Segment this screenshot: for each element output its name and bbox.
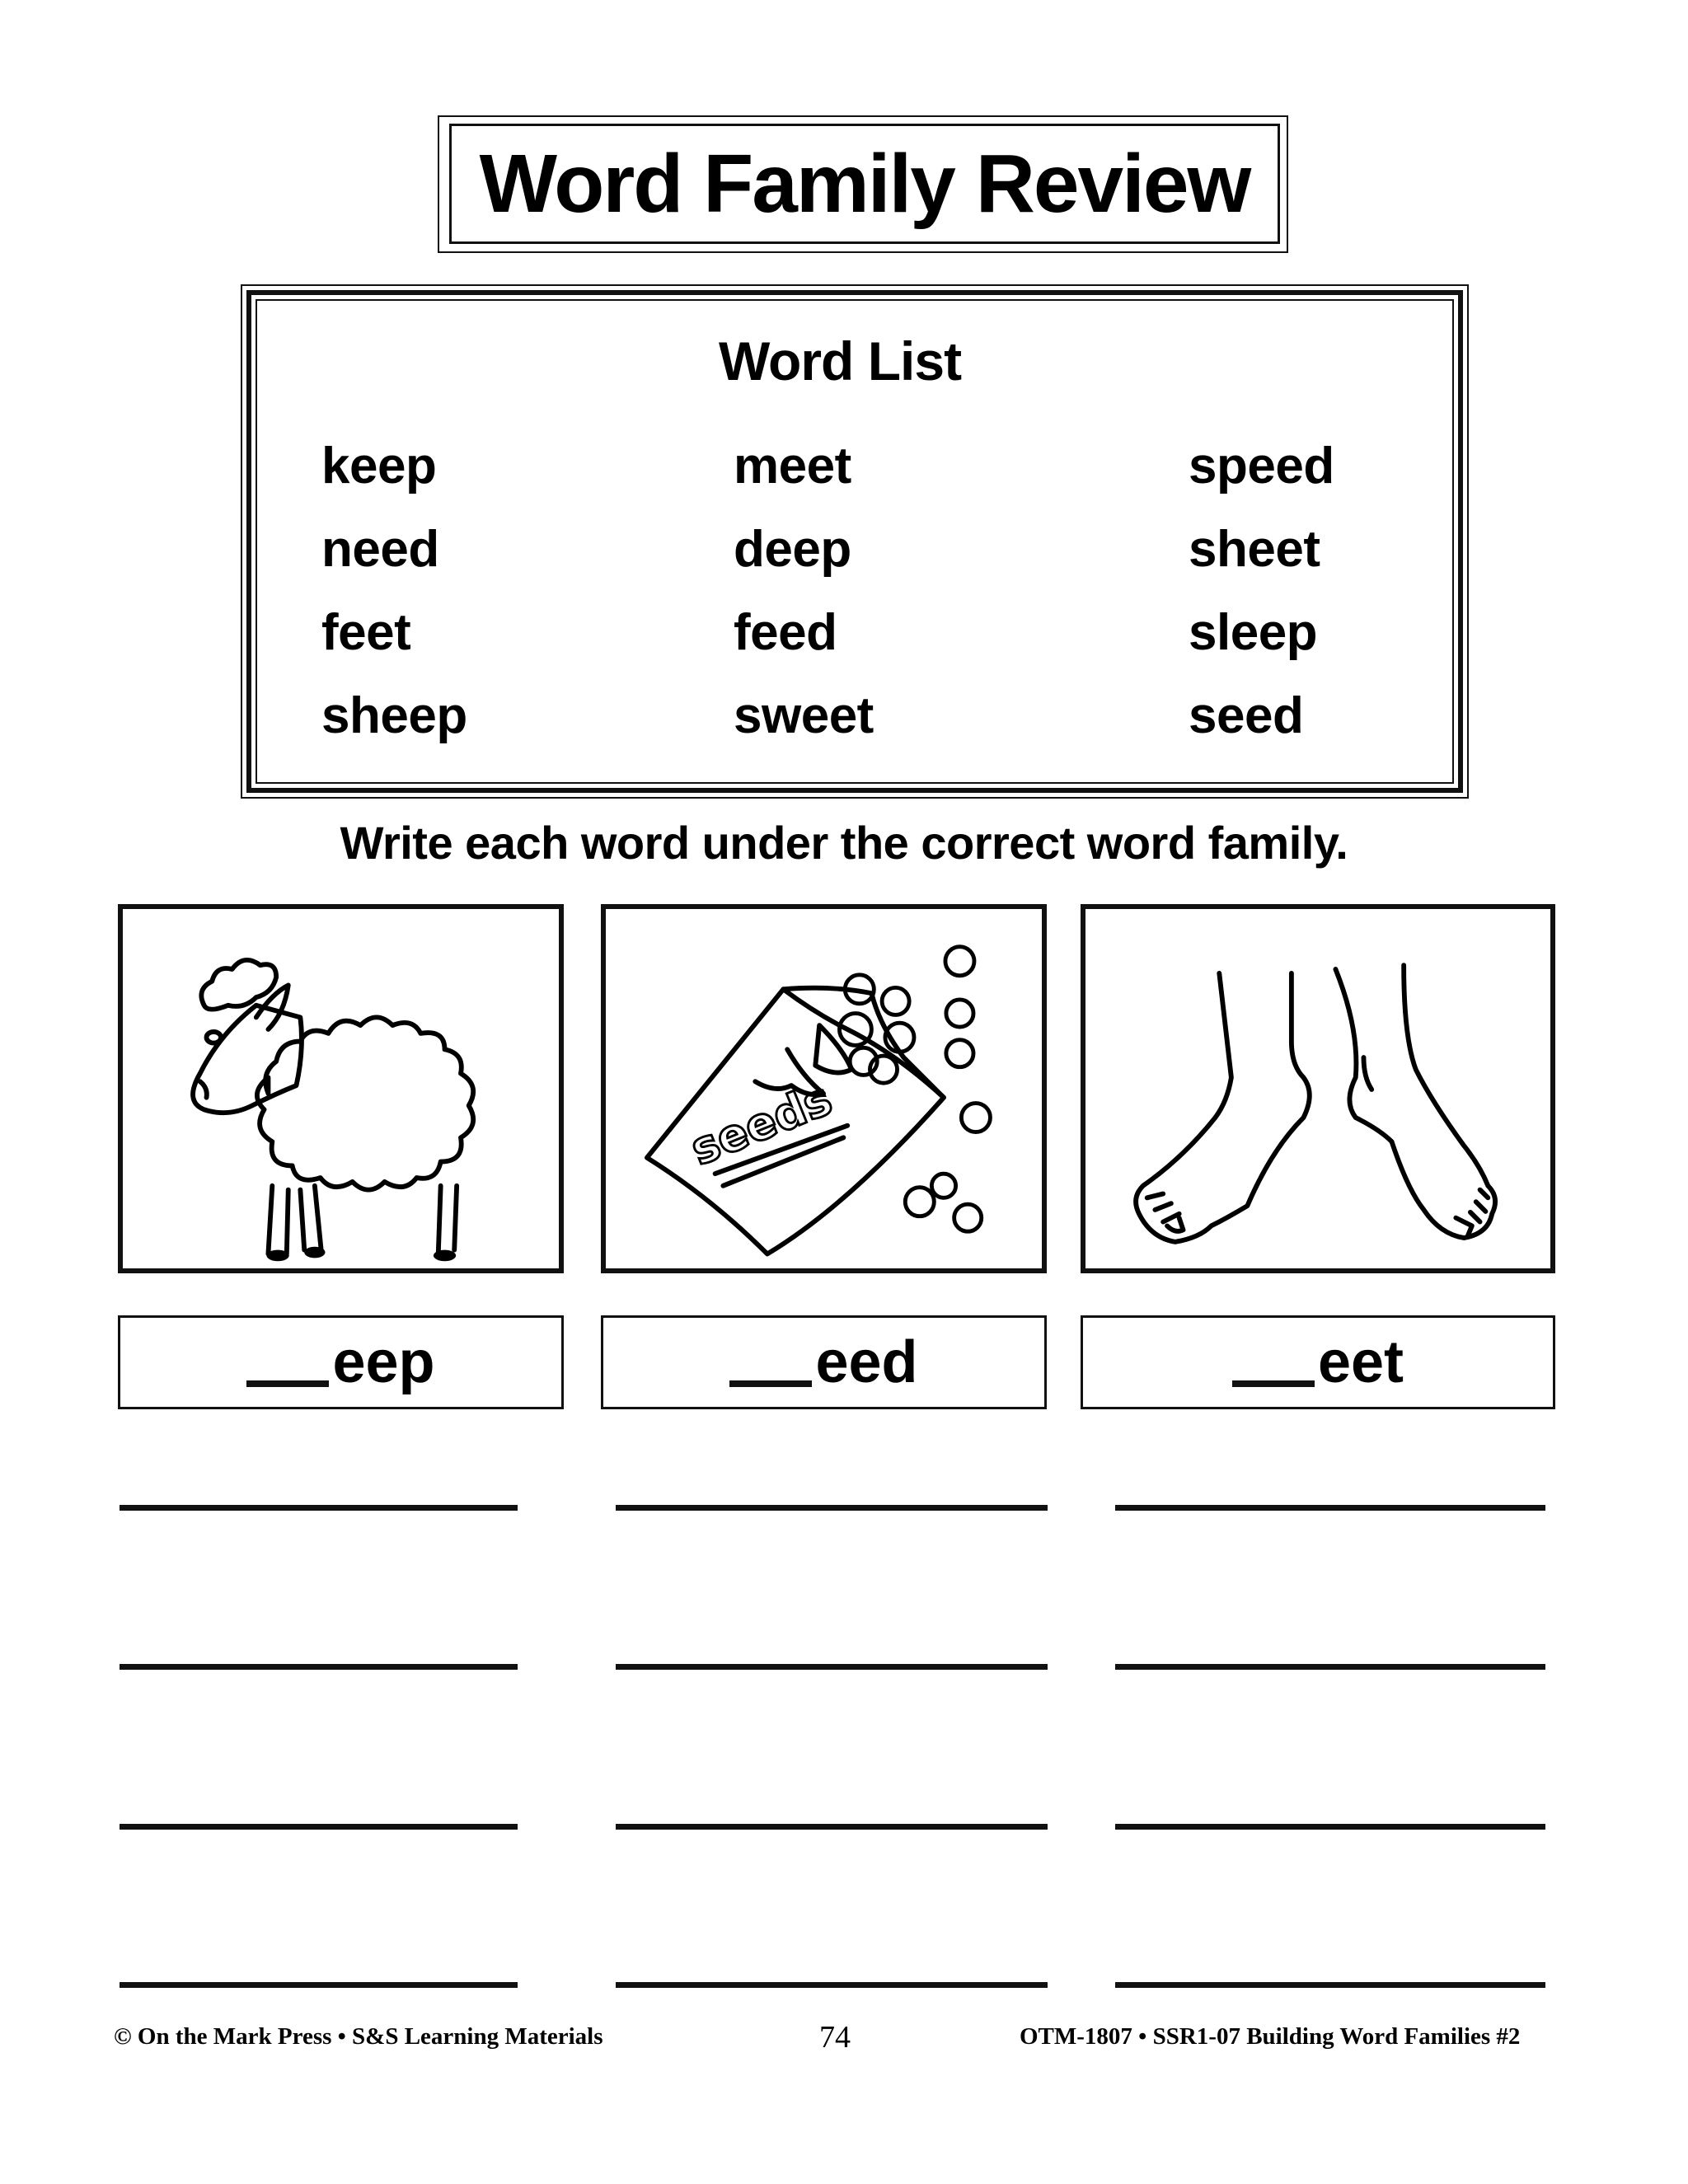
word-list-item: deep	[734, 521, 851, 578]
word-list-item: sleep	[1189, 604, 1318, 661]
picture-box-feet	[1081, 904, 1555, 1273]
answer-line-eep-4[interactable]	[120, 1982, 518, 1988]
instructions-text: Write each word under the correct word family.	[340, 817, 1348, 869]
answer-line-eet-3[interactable]	[1115, 1824, 1545, 1830]
page-number: 74	[819, 2020, 851, 2055]
blank-line	[1232, 1380, 1315, 1387]
footer-copyright: © On the Mark Press • S&S Learning Materials	[114, 2023, 603, 2050]
page-title: Word Family Review	[479, 138, 1250, 230]
word-list-item: sweet	[734, 687, 874, 744]
word-family-ending: eet	[1317, 1329, 1404, 1395]
word-list-item: keep	[321, 438, 437, 494]
word-family-label-eet	[1081, 1315, 1555, 1409]
answer-line-eep-1[interactable]	[120, 1505, 518, 1511]
picture-box-seeds	[601, 904, 1047, 1273]
word-family-ending: eep	[332, 1329, 435, 1395]
blank-line	[246, 1380, 329, 1387]
picture-box-sheep	[118, 904, 564, 1273]
answer-line-eed-2[interactable]	[616, 1664, 1048, 1670]
answer-line-eep-3[interactable]	[120, 1824, 518, 1830]
footer-product-code: OTM-1807 • SSR1-07 Building Word Families #2	[1020, 2023, 1521, 2050]
word-list-item: feed	[734, 604, 837, 661]
blank-line	[729, 1380, 812, 1387]
word-family-label-eed	[601, 1315, 1047, 1409]
word-list-heading: Word List	[718, 330, 962, 391]
word-list-item: need	[321, 521, 439, 578]
word-family-ending: eed	[815, 1329, 918, 1395]
word-list-item: speed	[1189, 438, 1334, 494]
word-list-item: sheet	[1189, 521, 1320, 578]
word-list-item: seed	[1189, 687, 1304, 744]
word-list-item: meet	[734, 438, 851, 494]
sheep-icon	[123, 909, 559, 1268]
answer-line-eed-1[interactable]	[616, 1505, 1048, 1511]
svg-text:seeds: seeds	[683, 1071, 839, 1176]
answer-line-eet-1[interactable]	[1115, 1505, 1545, 1511]
word-family-label-eep	[118, 1315, 564, 1409]
answer-line-eet-4[interactable]	[1115, 1982, 1545, 1988]
seed-packet-icon	[606, 909, 1042, 1268]
word-list-item: sheep	[321, 687, 467, 744]
feet-icon	[1085, 909, 1550, 1268]
answer-line-eed-4[interactable]	[616, 1982, 1048, 1988]
answer-line-eep-2[interactable]	[120, 1664, 518, 1670]
answer-line-eet-2[interactable]	[1115, 1664, 1545, 1670]
word-list-item: feet	[321, 604, 411, 661]
answer-line-eed-3[interactable]	[616, 1824, 1048, 1830]
